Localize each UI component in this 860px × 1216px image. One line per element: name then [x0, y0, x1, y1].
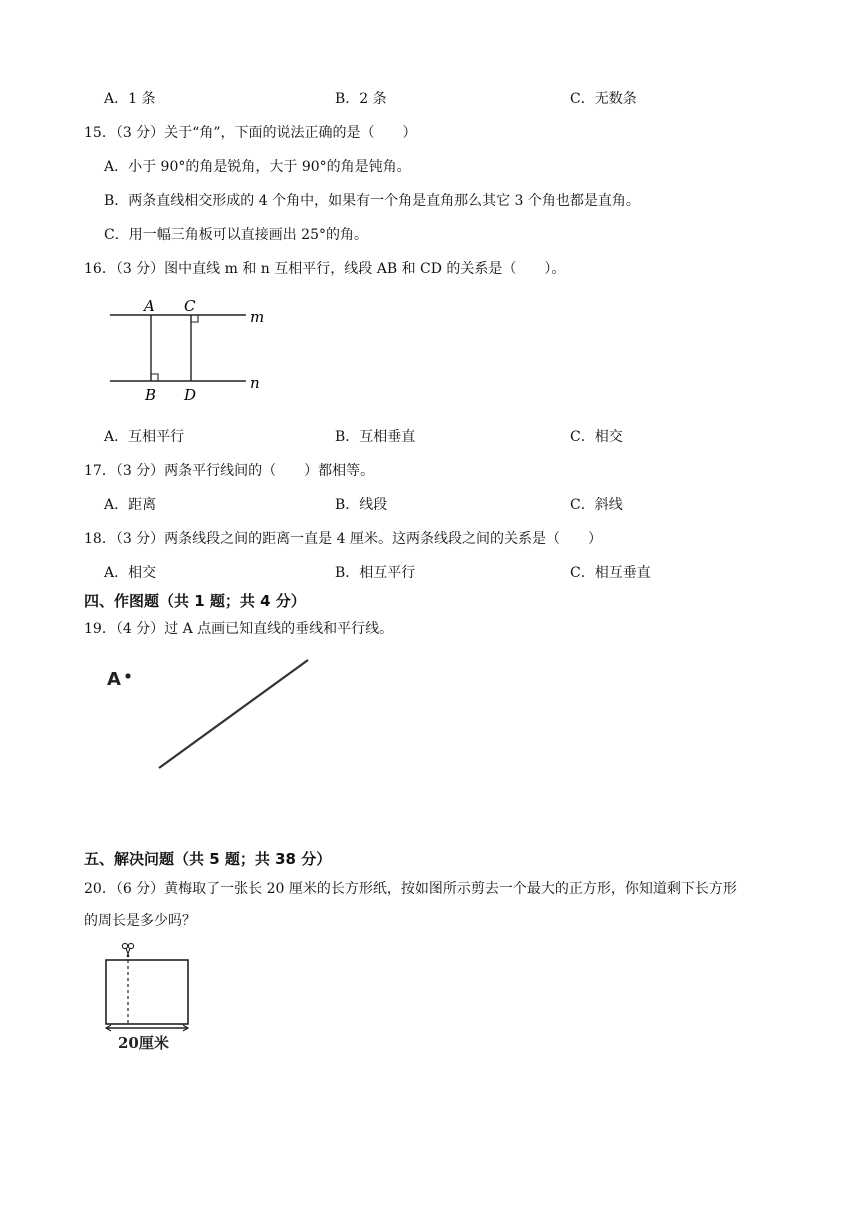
section-4-heading: 四、作图题（共 1 题；共 4 分）	[84, 592, 306, 610]
label-n: n	[250, 374, 260, 392]
section-5-heading: 五、解决问题（共 5 题；共 38 分）	[84, 850, 332, 868]
q16-option-b: B．互相垂直	[335, 429, 416, 445]
q18-stem: 18．（3 分）两条线段之间的距离一直是 4 厘米。这两条线段之间的关系是（ ）	[84, 531, 602, 547]
q18-option-a: A．相交	[104, 565, 157, 581]
q19-stem: 19．（4 分）过 A 点画已知直线的垂线和平行线。	[84, 621, 394, 637]
q16-option-a: A．互相平行	[104, 429, 185, 445]
q16-parallel-lines-figure	[104, 294, 274, 404]
q20-stem-line2: 的周长是多少吗？	[84, 913, 196, 929]
q15-option-b: B．两条直线相交形成的 4 个角中，如果有一个角是直角那么其它 3 个角也都是直角。	[104, 193, 640, 209]
label-c: C	[184, 297, 196, 315]
q16-stem: 16．（3 分）图中直线 m 和 n 互相平行，线段 AB 和 CD 的关系是（ ）。	[84, 261, 566, 277]
right-angle-mark-b	[151, 374, 158, 381]
q14-option-b: B．2 条	[335, 91, 387, 107]
q16-option-c: C．相交	[570, 429, 623, 445]
q15-option-c: C．用一幅三角板可以直接画出 25°的角。	[104, 227, 368, 243]
q19-line-figure	[104, 652, 324, 782]
q14-option-a: A．1 条	[104, 91, 156, 107]
q15-option-a: A．小于 90°的角是锐角，大于 90°的角是钝角。	[104, 159, 411, 175]
q20-paper-figure	[100, 940, 200, 1055]
q20-stem-line1: 20．（6 分）黄梅取了一张长 20 厘米的长方形纸，按如图所示剪去一个最大的正方形，你知道剩下长方形	[84, 881, 737, 897]
q15-stem: 15．（3 分）关于“角”，下面的说法正确的是（ ）	[84, 125, 417, 141]
q17-stem: 17．（3 分）两条平行线间的（ ）都相等。	[84, 463, 375, 479]
q14-option-c: C．无数条	[570, 91, 637, 107]
label-a: A	[144, 297, 155, 315]
q17-option-c: C．斜线	[570, 497, 623, 513]
q17-option-a: A．距离	[104, 497, 157, 513]
label-m: m	[250, 308, 265, 326]
dimension-label: 20厘米	[118, 1034, 169, 1052]
q17-option-b: B．线段	[335, 497, 388, 513]
point-a-label: A	[107, 669, 121, 690]
point-a-dot	[125, 673, 130, 678]
paper-rectangle	[106, 960, 188, 1024]
label-b: B	[145, 386, 157, 404]
q18-option-b: B．相互平行	[335, 565, 416, 581]
q18-option-c: C．相互垂直	[570, 565, 651, 581]
given-line	[159, 660, 308, 768]
label-d: D	[184, 386, 197, 404]
right-angle-mark-c	[191, 315, 198, 322]
